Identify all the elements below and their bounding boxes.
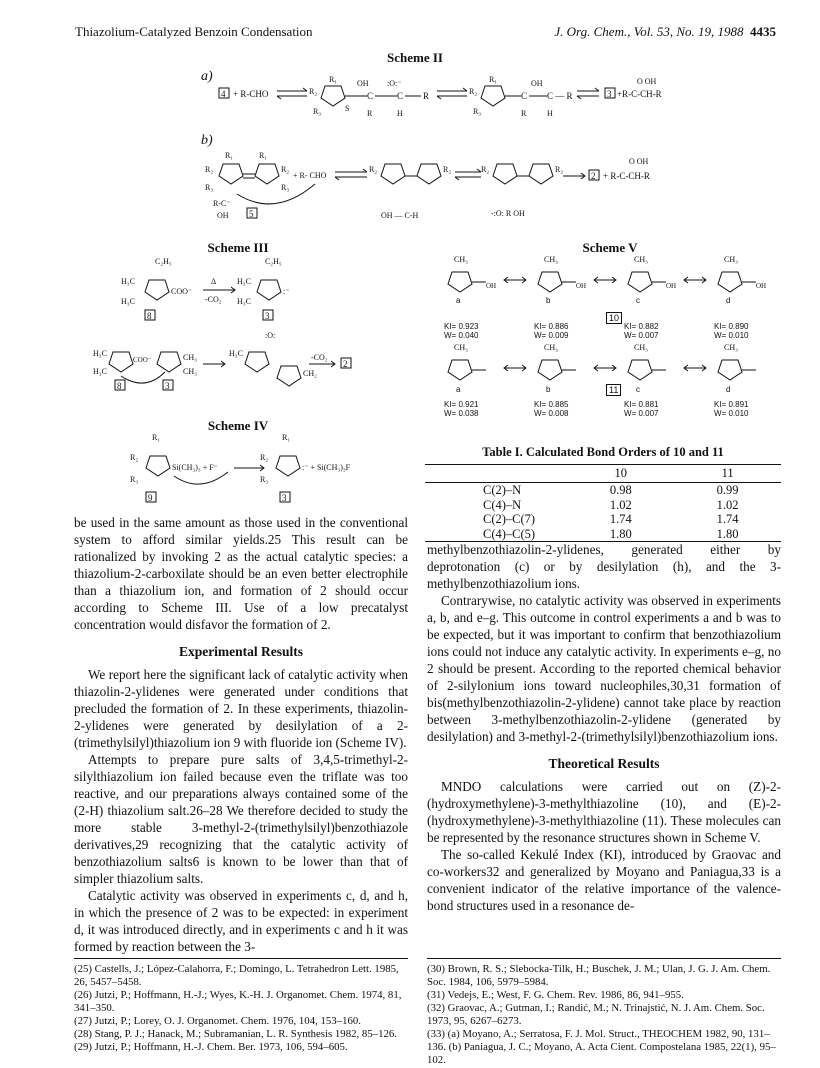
svg-text:H₃C: H₃C xyxy=(93,349,107,358)
structure-label: c xyxy=(636,385,640,394)
table-1 xyxy=(425,445,781,542)
footnote: (26) Jutzi, P.; Hoffmann, H.-J.; Wyes, K.-H. J. Organomet. Chem. 1974, 81, 341–350. xyxy=(74,989,402,1014)
svg-text:H₃C: H₃C xyxy=(237,297,251,306)
value-cell: 1.80 xyxy=(609,526,632,541)
svg-text:OH — C-H: OH — C-H xyxy=(381,211,419,220)
svg-text:R₃: R₃ xyxy=(313,107,322,116)
svg-text:+ R-CHO: + R-CHO xyxy=(233,89,269,99)
svg-text:CH₃: CH₃ xyxy=(454,255,468,264)
svg-text:R₂: R₂ xyxy=(260,453,269,462)
svg-text:R₁: R₁ xyxy=(259,151,268,160)
svg-text:R₁: R₁ xyxy=(152,433,161,442)
svg-text:R₃: R₃ xyxy=(473,107,482,116)
svg-text:R-C⁻: R-C⁻ xyxy=(213,199,231,208)
svg-text:Si(CH₃)₃ + F⁻: Si(CH₃)₃ + F⁻ xyxy=(172,463,218,472)
value-cell: 1.74 xyxy=(609,512,632,526)
paragraph: methylbenzothiazolin-2-ylidenes, generated either by deprotonation (c) or by desilylation (h), and the 3-methylbenzothiazolium ions. xyxy=(427,542,781,591)
svg-text:R: R xyxy=(423,91,430,101)
svg-text:C: C xyxy=(367,91,374,101)
svg-text:R₃: R₃ xyxy=(205,183,214,192)
svg-text:R: R xyxy=(367,109,373,118)
weight-value: W= 0.010 xyxy=(714,409,749,418)
bond-cell: C(4)–N xyxy=(483,497,522,512)
footnotes-left xyxy=(74,963,408,1054)
paragraph: We report here the significant lack of catalytic activity when thiazolin-2-ylidenes were generated under conditions that precluded the formation of 2. In these experiments, thiazolin-2-ylidenes were generated by desilylation of a 2-(trimethylsilyl)thiazolium ion 9 with fluoride ion (Scheme IV). xyxy=(74,667,408,750)
value-cell: 1.02 xyxy=(609,497,632,512)
scheme-v-row1-structures xyxy=(448,255,766,292)
compound-number: 10 xyxy=(606,312,622,324)
svg-text:R₂: R₂ xyxy=(130,453,139,462)
svg-text:R: R xyxy=(521,109,527,118)
svg-text:5: 5 xyxy=(249,209,254,219)
paragraph: Attempts to prepare pure salts of 3,4,5-trimethyl-2-silylthiazolium ion failed because even the triflate was too reactive, and our preparations always contained some of the (2-H) thiazolium salt.26–28 We therefore decided to study the more stable 3-methyl-2-(trimethylsilyl)benzothiazole derivatives,29 recognizing that the catalytic activity of benzothiazolium salts6 is known to be lower than that of simpler thiazolium salts. xyxy=(74,752,408,886)
svg-text:R₃: R₃ xyxy=(281,183,290,192)
svg-text:H₃C: H₃C xyxy=(229,349,243,358)
svg-text:3: 3 xyxy=(265,311,270,321)
svg-text:R₂: R₂ xyxy=(443,165,452,174)
weight-value: W= 0.010 xyxy=(714,331,749,340)
structure-label: d xyxy=(726,385,731,394)
structure-label: d xyxy=(726,296,731,305)
scheme-v-title: Scheme V xyxy=(582,240,638,255)
value-cell: 1.02 xyxy=(716,497,739,512)
svg-text:a): a) xyxy=(201,69,213,84)
column-header xyxy=(425,465,567,483)
column-header: 10 xyxy=(567,465,674,483)
structure-label: b xyxy=(546,385,551,394)
svg-text:OH: OH xyxy=(217,211,229,220)
svg-text:H₃C: H₃C xyxy=(93,367,107,376)
table-header-row xyxy=(425,465,781,483)
svg-text:3: 3 xyxy=(282,493,287,503)
svg-text:R₂: R₂ xyxy=(469,87,478,96)
svg-text:+ R- CHO: + R- CHO xyxy=(293,171,327,180)
table-row xyxy=(425,512,781,527)
scheme-iv-title: Scheme IV xyxy=(207,418,269,433)
paragraph: be used in the same amount as those used in the conventional system to afford similar yields.25 This result can be rationalized by invoking 2 as the actual catalytic species: a thiazolium-2-carboxilate should be an even better electrophile than a thiazolium ion, and formation of 2 should occur according to Scheme III. Use of a low precatalyst concentration would disfavor the formation of 2. xyxy=(74,515,408,632)
structure-label: a xyxy=(456,296,461,305)
bond-order-table xyxy=(425,465,781,541)
page-number: 4435 xyxy=(750,24,776,39)
running-header-title: Thiazolium-Catalyzed Benzoin Condensation xyxy=(75,24,313,39)
left-column xyxy=(74,514,408,955)
scheme-ii-figure xyxy=(185,66,685,236)
svg-text:OH: OH xyxy=(357,79,369,88)
scheme-iv-figure xyxy=(110,432,390,512)
structure-label: c xyxy=(636,296,640,305)
svg-text:R₂: R₂ xyxy=(555,165,564,174)
svg-text:C — R: C — R xyxy=(547,91,573,101)
svg-text:H₃C: H₃C xyxy=(237,277,251,286)
svg-text:OH: OH xyxy=(576,282,587,290)
weight-value: W= 0.007 xyxy=(624,409,659,418)
bond-cell: C(4)–C(5) xyxy=(483,526,536,541)
svg-text:CH₃: CH₃ xyxy=(634,343,648,352)
footnote: (27) Jutzi, P.; Lorey, O. J. Organomet. Chem. 1976, 104, 153–160. xyxy=(74,1015,361,1027)
structure-label: b xyxy=(546,296,551,305)
svg-text:R₁: R₁ xyxy=(225,151,234,160)
column-header: 11 xyxy=(674,465,781,483)
svg-text:2: 2 xyxy=(591,171,596,181)
kekule-index: KI= 0.921 xyxy=(444,400,479,409)
svg-text:H: H xyxy=(547,109,553,118)
right-column xyxy=(427,541,781,914)
value-cell: 1.80 xyxy=(716,526,739,541)
svg-text:+R-C-CH-R: +R-C-CH-R xyxy=(617,89,662,99)
footnote: (28) Stang, P. J.; Hanack, M.; Subramanian, L. R. Synthesis 1982, 85–126. xyxy=(74,1028,397,1040)
svg-text:COO⁻: COO⁻ xyxy=(171,287,193,296)
value-cell: 0.99 xyxy=(716,483,739,497)
svg-text:R₁: R₁ xyxy=(282,433,291,442)
weight-value: W= 0.040 xyxy=(444,331,479,340)
kekule-index: KI= 0.923 xyxy=(444,322,479,331)
svg-text:+ R-C-CH-R: + R-C-CH-R xyxy=(603,171,650,181)
svg-text:OH: OH xyxy=(756,282,767,290)
weight-value: W= 0.038 xyxy=(444,409,479,418)
svg-text:COO⁻: COO⁻ xyxy=(133,356,152,364)
svg-text:R₂: R₂ xyxy=(481,165,490,174)
structure-label: a xyxy=(456,385,461,394)
svg-text:R₁: R₁ xyxy=(329,75,338,84)
svg-text:OH: OH xyxy=(531,79,543,88)
footnote: (32) Graovac, A.; Gutman, I.; Randić, M.; N. Trinajstić, N. J. Am. Chem. Soc. 1973, 95, 6267–6273. xyxy=(427,1002,765,1027)
compound-number: 11 xyxy=(606,384,621,396)
running-header-journal xyxy=(554,24,776,40)
svg-text:OH: OH xyxy=(486,282,497,290)
svg-text:OH: OH xyxy=(666,282,677,290)
footnote: (29) Jutzi, P.; Hoffmann, H.-J. Chem. Ber. 1973, 106, 594–605. xyxy=(74,1041,348,1053)
weight-value: W= 0.007 xyxy=(624,331,659,340)
kekule-index: KI= 0.885 xyxy=(534,400,569,409)
svg-text:R₃: R₃ xyxy=(130,475,139,484)
svg-text:R₃: R₃ xyxy=(260,475,269,484)
svg-text:b): b) xyxy=(201,133,213,148)
svg-text::O:⁻: :O:⁻ xyxy=(387,79,402,88)
section-heading-experimental: Experimental Results xyxy=(178,644,304,659)
bond-cell: C(2)–C(7) xyxy=(483,512,536,526)
svg-text:2: 2 xyxy=(343,359,348,369)
footnote: (31) Vedejs, E.; West, F. G. Chem. Rev. 1986, 86, 941–955. xyxy=(427,989,684,1001)
value-cell: 1.74 xyxy=(716,512,739,526)
paragraph: Contrarywise, no catalytic activity was observed in experiments a, b, and e–g. This outcome in control experiments a and b was to be expected, but it was important to confirm that benzothiazolium ions could not induce any catalytic activity. In experiments e–g, no 2 should be present. According to the reported chemical behavior of 2-silylonium ions toward nucleophiles,30,31 formation of bis(methylbenzothiazolin-2-ylidene) cannot take place by reaction between 3-methylbenzothiazolin-2-ylidene (generated by desilylation) and 3-methyl-2-(trimethylsilyl)benzothiazolium ions. xyxy=(427,593,781,744)
svg-text:CH₃: CH₃ xyxy=(183,367,197,376)
table-row xyxy=(425,527,781,542)
footnote: (30) Brown, R. S.; Slebocka-Tilk, H.; Buschek, J. M.; Ulan, J. G. J. Am. Chem. Soc. 1984, 106, 5979–5984. xyxy=(427,963,771,988)
weight-value: W= 0.009 xyxy=(534,331,569,340)
svg-text:Δ: Δ xyxy=(211,277,217,286)
table-row xyxy=(425,498,781,513)
svg-text::⁻: :⁻ xyxy=(283,287,290,296)
svg-text:-CO₂: -CO₂ xyxy=(205,295,222,304)
svg-text:CH₃: CH₃ xyxy=(724,343,738,352)
svg-text:3: 3 xyxy=(165,381,170,391)
svg-text:H₃C: H₃C xyxy=(121,297,135,306)
svg-text:S: S xyxy=(345,104,350,113)
kekule-index: KI= 0.891 xyxy=(714,400,749,409)
svg-text:CH₃: CH₃ xyxy=(544,255,558,264)
paragraph: MNDO calculations were carried out on (Z)-2-(hydroxymethylene)-3-methylthiazoline (10), and (E)-2-(hydroxymethylene)-3-methylthiazoline (11). These molecules can be represented by the resonance structures shown in Scheme V. xyxy=(427,779,781,845)
svg-text:CH₃: CH₃ xyxy=(724,255,738,264)
svg-text:8: 8 xyxy=(117,381,122,391)
svg-text:R₂: R₂ xyxy=(369,165,378,174)
svg-text:CH₃: CH₃ xyxy=(183,353,197,362)
footnote: (25) Castells, J.; López-Calahorra, F.; Domingo, L. Tetrahedron Lett. 1985, 26, 5457–5458. xyxy=(74,963,399,988)
journal-citation: J. Org. Chem., Vol. 53, No. 19, 1988 xyxy=(554,24,744,39)
svg-text:-:O: R OH: -:O: R OH xyxy=(491,209,525,218)
footnote-rule xyxy=(74,958,408,959)
footnotes-right xyxy=(427,963,781,1067)
scheme-iii-title: Scheme III xyxy=(207,240,269,255)
svg-text:H₃C: H₃C xyxy=(121,277,135,286)
bond-cell: C(2)–N xyxy=(483,483,522,497)
svg-text:R₁: R₁ xyxy=(489,75,498,84)
paragraph: The so-called Kekulé Index (KI), introduced by Graovac and co-workers32 and generalized by Moyano and Paniagua,33 is a convenient indicator of the relative importance of the valence-bond structures used in a resonance de- xyxy=(427,847,781,913)
svg-text::⁻ + Si(CH₃)₃F: :⁻ + Si(CH₃)₃F xyxy=(302,463,351,472)
svg-text:C: C xyxy=(397,91,404,101)
svg-text:O OH: O OH xyxy=(637,77,657,86)
kekule-index: KI= 0.890 xyxy=(714,322,749,331)
table-title: Table I. Calculated Bond Orders of 10 and 11 xyxy=(482,445,724,459)
svg-text:H: H xyxy=(397,109,403,118)
footnote: (33) (a) Moyano, A.; Serratosa, F. J. Mol. Struct., THEOCHEM 1982, 90, 131–136. (b) Paniagua, J. C.; Moyano, A. Acta Cient. Compostelana 1985, 22(1), 95–102. xyxy=(427,1028,776,1066)
svg-text:CH₃: CH₃ xyxy=(634,255,648,264)
table-row xyxy=(425,483,781,498)
section-heading-theoretical: Theoretical Results xyxy=(548,756,660,771)
svg-text:-CO₂: -CO₂ xyxy=(311,353,328,362)
svg-text:C₂H₅: C₂H₅ xyxy=(155,257,172,266)
svg-text:8: 8 xyxy=(147,311,152,321)
svg-text:3: 3 xyxy=(607,89,612,99)
svg-text:R₂: R₂ xyxy=(205,165,214,174)
svg-text:4: 4 xyxy=(221,89,226,99)
scheme-v-values xyxy=(440,296,790,426)
svg-text:CH₃: CH₃ xyxy=(544,343,558,352)
scheme-ii-title: Scheme II xyxy=(387,50,443,65)
svg-text:C: C xyxy=(521,91,528,101)
kekule-index: KI= 0.882 xyxy=(624,322,659,331)
paragraph: Catalytic activity was observed in experiments c, d, and h, in which the presence of 2 was to be expected: in experiment d, it was introduced directly, and in experiments c and h it was formed by reaction between the 3- xyxy=(74,888,408,954)
scheme-iii-figure xyxy=(85,254,385,394)
svg-text:C₂H₅: C₂H₅ xyxy=(265,257,282,266)
svg-text:CH₃: CH₃ xyxy=(454,343,468,352)
svg-text:9: 9 xyxy=(148,493,153,503)
footnote-rule xyxy=(427,958,781,959)
svg-text::O:: :O: xyxy=(265,331,276,340)
svg-text:CH₂: CH₂ xyxy=(303,369,317,378)
svg-text:O OH: O OH xyxy=(629,157,649,166)
kekule-index: KI= 0.881 xyxy=(624,400,659,409)
value-cell: 0.98 xyxy=(609,483,632,497)
kekule-index: KI= 0.886 xyxy=(534,322,569,331)
svg-text:R₂: R₂ xyxy=(309,87,318,96)
weight-value: W= 0.008 xyxy=(534,409,569,418)
svg-text:R₂: R₂ xyxy=(281,165,290,174)
